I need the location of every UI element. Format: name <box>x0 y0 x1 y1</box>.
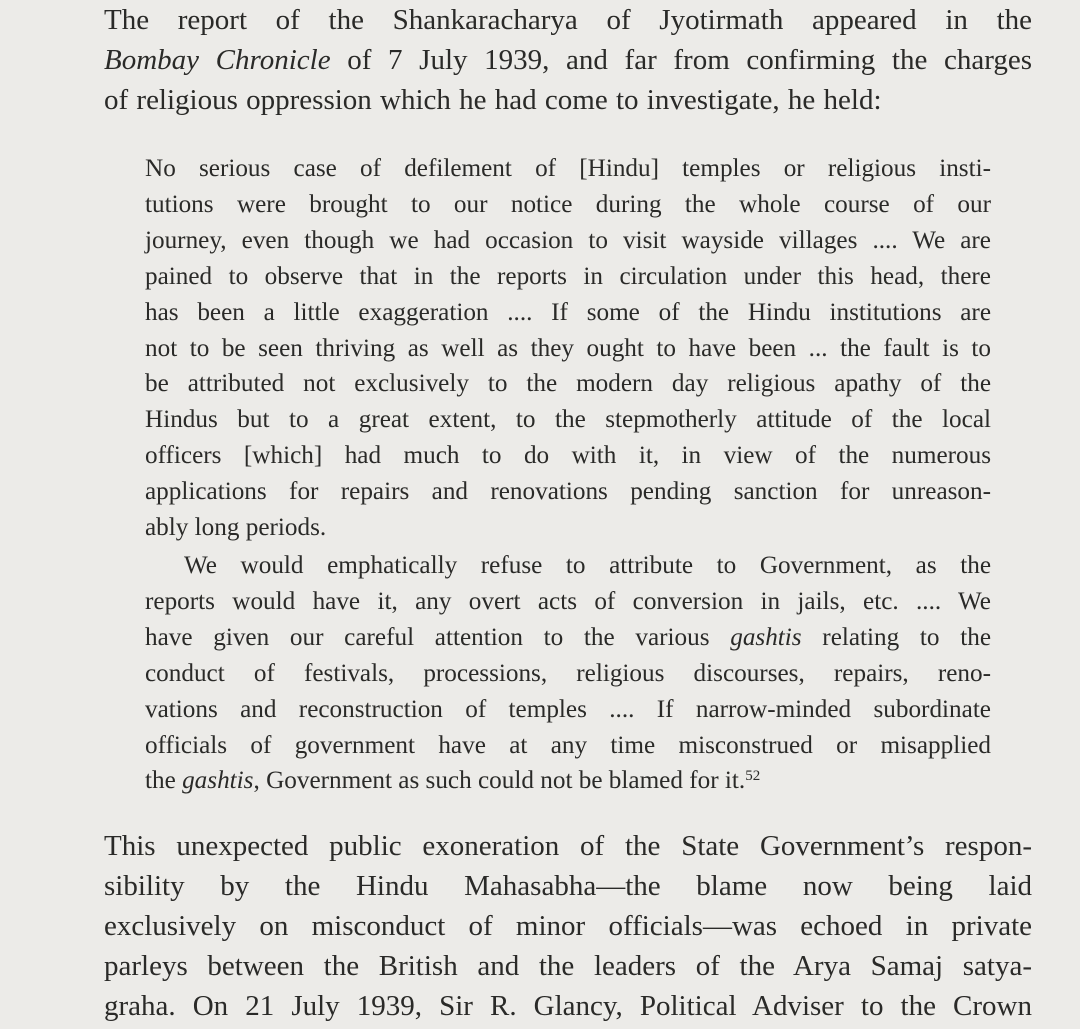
quote-paragraph-1 <box>145 151 991 546</box>
intro-paragraph <box>104 0 1032 120</box>
newspaper-title: Bombay Chronicle <box>104 44 331 76</box>
body-line: sibility by the Hindu Mahasabha—the blame now being laid <box>104 870 1032 902</box>
quote-line: reports would have it, any overt acts of conversion in jails, etc. .... We <box>145 587 991 615</box>
body-line: exclusively on misconduct of minor officials—was echoed in private <box>104 910 1032 942</box>
quote-text: , Government as such could not be blamed for it. <box>253 767 746 795</box>
quote-line: not to be seen thriving as well as they ought to have been ... the fault is to <box>145 334 991 362</box>
intro-line-1: The report of the Shankaracharya of Jyotirmath appeared in the <box>104 4 1032 36</box>
following-paragraph <box>104 826 1032 1026</box>
quote-line: Hindus but to a great extent, to the stepmotherly attitude of the local <box>145 406 991 434</box>
quote-line: We would emphatically refuse to attribute to Government, as the <box>184 551 991 579</box>
quote-paragraph-2 <box>145 548 991 799</box>
quote-line: journey, even though we had occasion to visit wayside villages .... We are <box>145 226 991 254</box>
quote-line: has been a little exaggeration .... If some of the Hindu institutions are <box>145 298 991 326</box>
quote-line: be attributed not exclusively to the modern day religious apathy of the <box>145 370 991 398</box>
quote-line: pained to observe that in the reports in circulation under this head, there <box>145 262 991 290</box>
body-line: This unexpected public exoneration of the State Government’s respon- <box>104 830 1032 862</box>
gashtis-term: gashtis <box>730 623 802 651</box>
quote-line: conduct of festivals, processions, religious discourses, repairs, reno- <box>145 659 991 687</box>
quote-line: No serious case of defilement of [Hindu] temples or religious insti- <box>145 155 991 182</box>
intro-line-2-rest: of 7 July 1939, and far from confirming the charges <box>330 44 1032 76</box>
quote-line: vations and reconstruction of temples .... If narrow-minded subordinate <box>145 695 991 723</box>
block-quote <box>145 151 991 799</box>
footnote-marker[interactable]: 52 <box>745 768 761 785</box>
quote-line: ably long periods. <box>145 514 327 542</box>
body-line: graha. On 21 July 1939, Sir R. Glancy, Political Adviser to the Crown <box>104 990 1032 1022</box>
quote-line: officers [which] had much to do with it, in view of the numerous <box>145 442 991 470</box>
quote-line: tutions were brought to our notice during the whole course of our <box>145 190 991 218</box>
body-line: parleys between the British and the leaders of the Arya Samaj satya- <box>104 950 1032 982</box>
gashtis-term: gashtis <box>182 767 254 795</box>
quote-line: officials of government have at any time misconstrued or misapplied <box>145 731 991 759</box>
quote-text: relating to the <box>801 623 991 651</box>
quote-text: have given our careful attention to the various <box>145 623 731 651</box>
quote-line <box>145 763 991 799</box>
intro-line-2 <box>104 40 1032 80</box>
quote-text: the <box>145 767 183 795</box>
quote-line <box>145 620 991 656</box>
quote-line: applications for repairs and renovations pending sanction for unreason- <box>145 478 991 506</box>
intro-line-3: of religious oppression which he had come to investigate, he held: <box>104 84 882 116</box>
